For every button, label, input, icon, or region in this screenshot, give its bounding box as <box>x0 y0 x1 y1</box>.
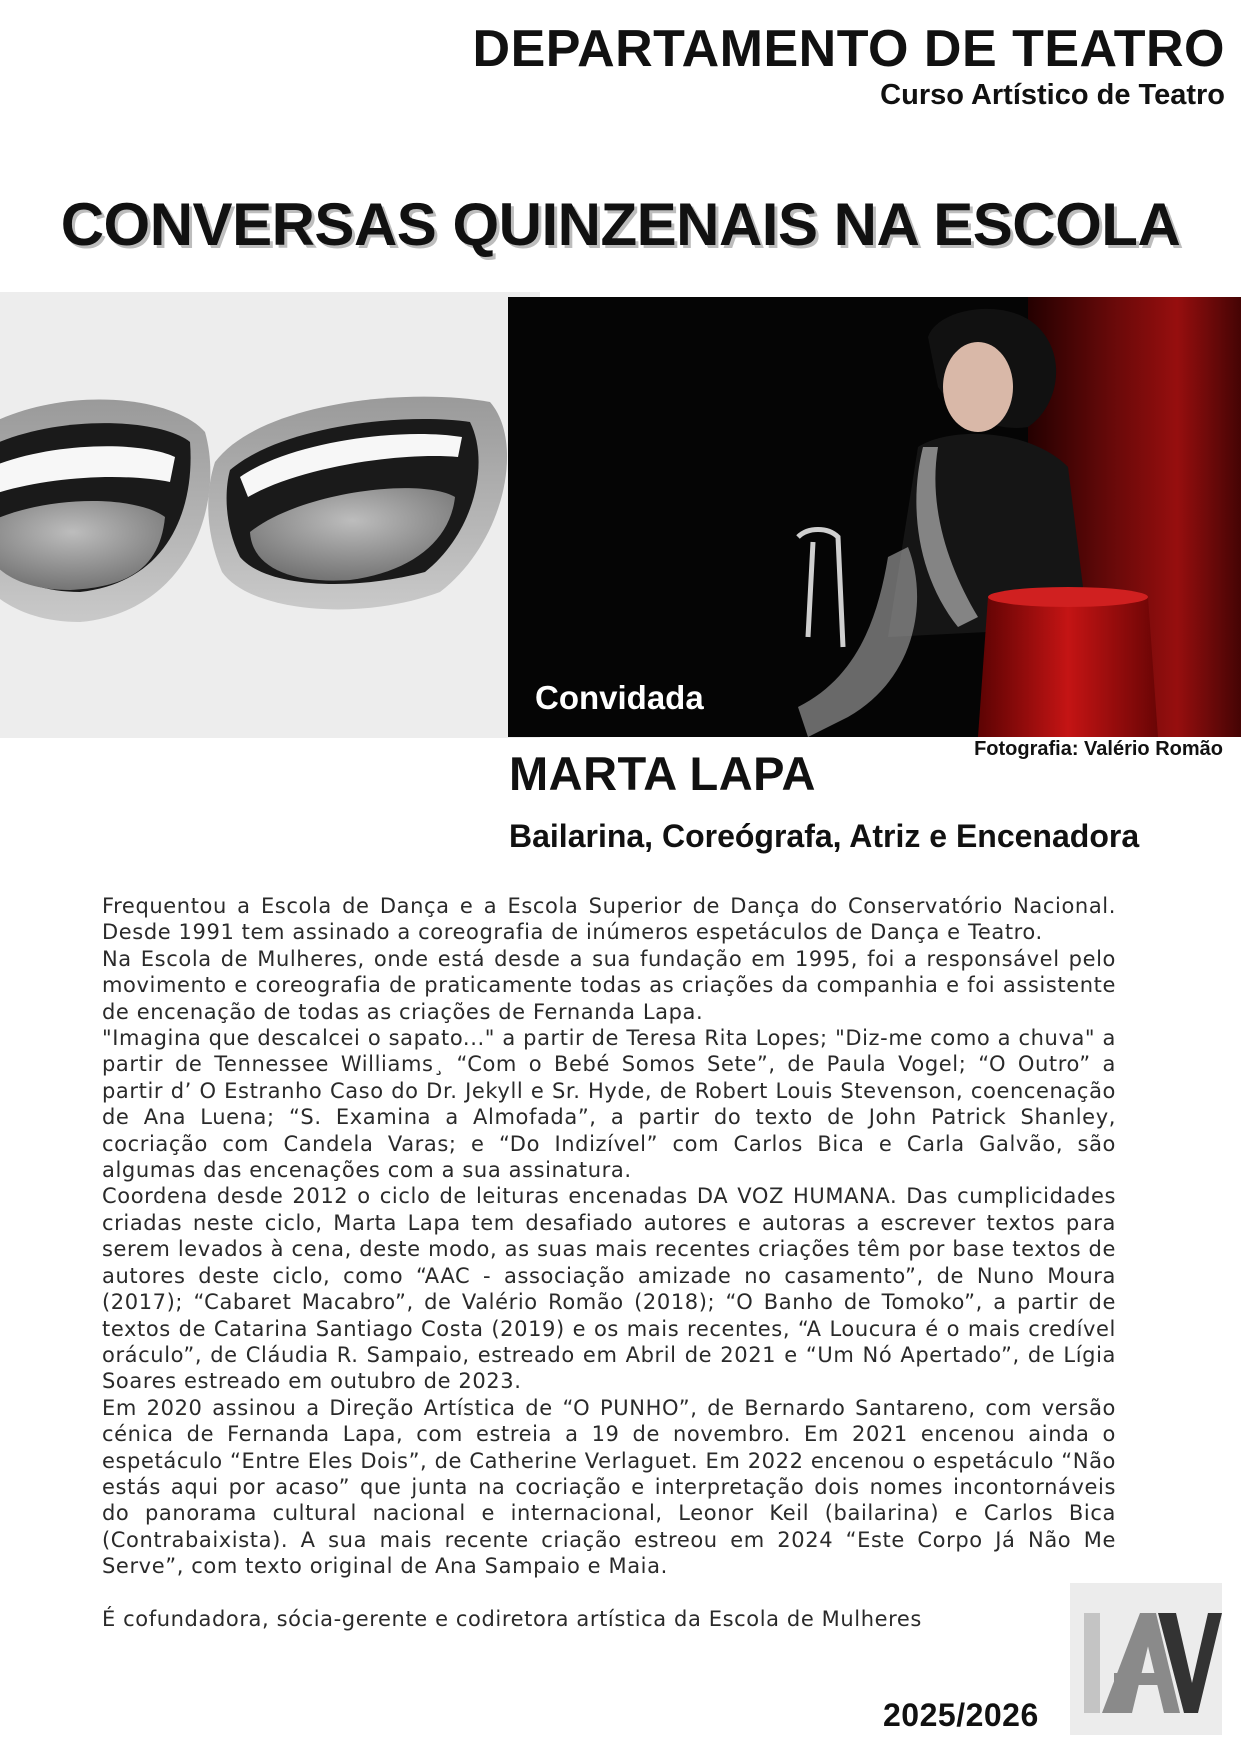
left-mouth <box>0 400 210 623</box>
school-year: 2025/2026 <box>883 1697 1039 1733</box>
right-mouth <box>208 397 507 610</box>
bio-paragraph: Na Escola de Mulheres, onde está desde a sua fundação em 1995, foi a responsável pelo movimento e coreografia de praticamente todas as criações da companhia e foi assistente de encenação de todas as criações de Fernanda Lapa. <box>102 946 1116 1024</box>
bio-closing: É cofundadora, sócia-gerente e codiretora artística da Escola de Mulheres <box>102 1606 922 1631</box>
guest-role: Bailarina, Coreógrafa, Atriz e Encenadora <box>509 818 1140 854</box>
bio-paragraph: Em 2020 assinou a Direção Artística de “O PUNHO”, de Bernardo Santareno, com versão cénica de Fernanda Lapa, com estreia a 19 de novembro. Em 2021 encenou ainda o espetáculo “Entre Eles Dois”, de Catherine Verlaguet. Em 2022 encenou o espetáculo “Não estás aqui por acaso” que junta na cocriação e interpretação dois nomes incontornáveis do panorama cultural nacional e internacional, Leonor Keil (bailarina) e Carlos Bica (Contrabaixista). A sua mais recente criação estreou em 2024 “Este Corpo Já Não Me Serve”, com texto original de Ana Sampaio e Maia. <box>102 1395 1116 1579</box>
event-title: CONVERSAS QUINZENAIS NA ESCOLA <box>60 191 1181 258</box>
school-logo <box>1070 1583 1222 1735</box>
department-title: DEPARTAMENTO DE TEATRO <box>472 20 1225 78</box>
photo-credit: Fotografia: Valério Romão <box>974 738 1223 760</box>
department-header <box>473 20 1225 112</box>
course-subtitle: Curso Artístico de Teatro <box>880 79 1225 111</box>
guest-biography <box>102 893 1116 1632</box>
mouths-image <box>0 292 540 738</box>
guest-photo <box>508 297 1241 737</box>
guest-label: Convidada <box>535 679 704 716</box>
bio-paragraph: Frequentou a Escola de Dança e a Escola Superior de Dança do Conservatório Nacional. Desde 1991 tem assinado a coreografia de inúmeros espetáculos de Dança e Teatro. <box>102 894 1116 945</box>
bio-paragraph: Coordena desde 2012 o ciclo de leituras encenadas DA VOZ HUMANA. Das cumplicidades criadas neste ciclo, Marta Lapa tem desafiado autores e autoras a escrever textos para serem levados à cena, deste modo, as suas mais recentes criações têm por base textos de autores deste ciclo, como “AAC - associação amizade no casamento”, de Nuno Moura (2017); “Cabaret Macabro”, de Valério Romão (2018); “O Banho de Tomoko”, a partir de textos de Catarina Santiago Costa (2019) e os mais recentes, “A Loucura é o mais credível oráculo”, de Cláudia R. Sampaio, estreado em Abril de 2021 e “Um Nó Apertado”, de Lígia Soares estreado em outubro de 2023. <box>102 1184 1116 1394</box>
bio-paragraph: "Imagina que descalcei o sapato..." a partir de Teresa Rita Lopes; "Diz-me como a chuva" a partir de Tennessee Williams¸ “Com o Bebé Somos Sete”, de Paula Vogel; “O Outro” a partir d’ O Estranho Caso do Dr. Jekyll e Sr. Hyde, de Robert Louis Stevenson, coencenação de Ana Luena; “S. Examina a Almofada”, a partir do texto de John Patrick Shanley, cocriação com Candela Varas; e “Do Indizível” com Carlos Bica e Carla Galvão, são algumas das encenações com a sua assinatura. <box>102 1026 1116 1183</box>
guest-name: MARTA LAPA <box>509 747 816 800</box>
